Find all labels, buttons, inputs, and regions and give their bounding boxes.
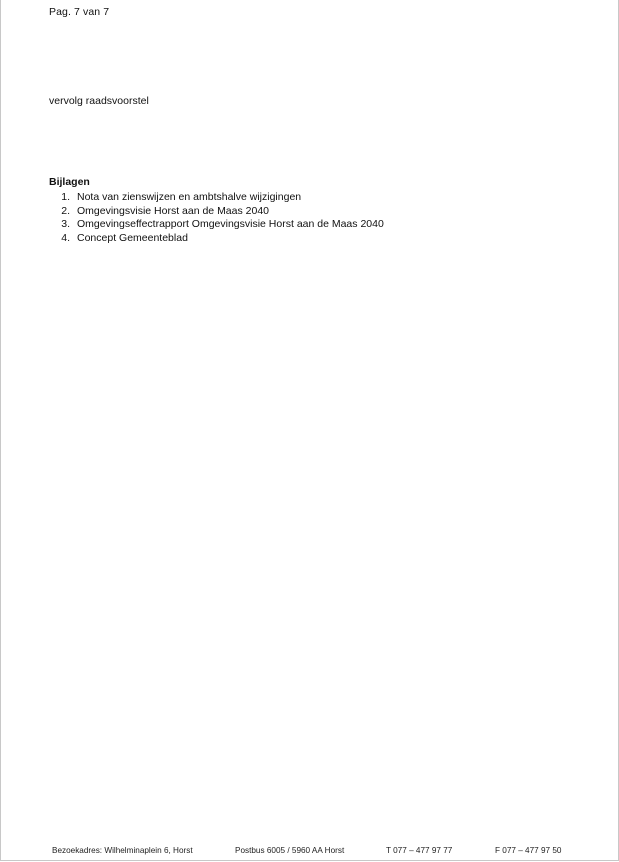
attachment-item <box>49 218 569 232</box>
attachment-number: 2. <box>61 204 70 217</box>
attachment-number: 1. <box>61 191 70 203</box>
footer-phone: T 077 – 477 97 77 <box>386 846 453 855</box>
attachment-title: Concept Gemeenteblad <box>77 231 188 244</box>
attachments-section <box>49 176 569 245</box>
attachment-number: 3. <box>61 218 70 230</box>
attachment-title: Nota van zienswijzen en ambtshalve wijzigingen <box>77 191 302 203</box>
page-number: Pag. 7 van 7 <box>49 6 110 18</box>
attachment-item <box>49 191 569 205</box>
attachment-number: 4. <box>61 231 70 244</box>
attachment-item <box>49 205 569 219</box>
attachment-title: Omgevingseffectrapport Omgevingsvisie Horst aan de Maas 2040 <box>77 218 384 230</box>
footer-postal-address: Postbus 6005 / 5960 AA Horst <box>235 846 345 855</box>
attachment-title: Omgevingsvisie Horst aan de Maas 2040 <box>77 204 270 217</box>
attachments-list <box>49 191 569 245</box>
footer-fax: F 077 – 477 97 50 <box>495 846 562 855</box>
attachments-heading: Bijlagen <box>49 176 90 188</box>
footer-visit-address: Bezoekadres: Wilhelminaplein 6, Horst <box>52 846 193 855</box>
attachment-item <box>49 232 569 246</box>
document-subtitle: vervolg raadsvoorstel <box>49 95 149 107</box>
